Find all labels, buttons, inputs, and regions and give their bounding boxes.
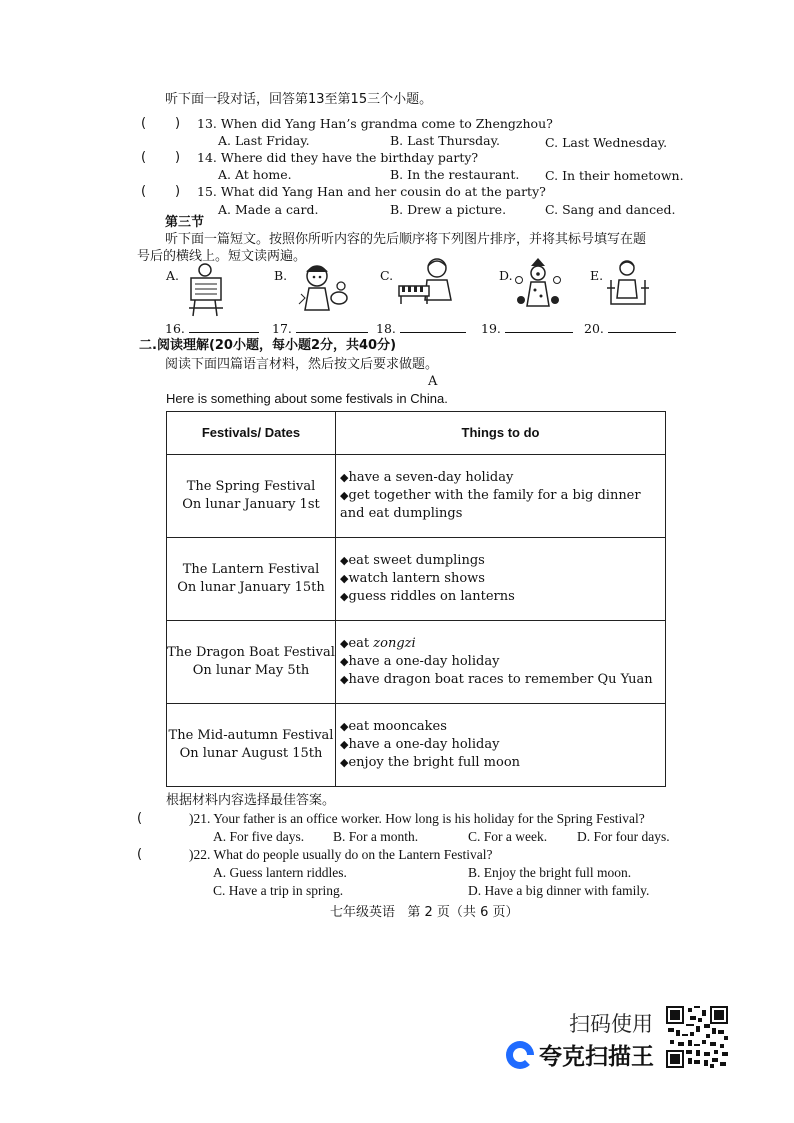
table-row bbox=[167, 538, 666, 621]
person-playing-piano-icon bbox=[397, 256, 459, 306]
select-instruction: 根据材料内容选择最佳答案。 bbox=[166, 793, 336, 808]
question-13: 13. When did Yang Han’s grandma come to Zhengzhou? bbox=[197, 116, 553, 131]
list-item: ◆eat zongzi bbox=[340, 636, 416, 651]
option: B. In the restaurant. bbox=[390, 167, 520, 182]
festival-name: The Lantern Festival bbox=[182, 562, 320, 577]
question-21: )21. Your father is an office worker. How long is his holiday for the Spring Festival? bbox=[189, 811, 645, 826]
question-22: )22. What do people usually do on the Lantern Festival? bbox=[189, 847, 493, 862]
festival-name: The Spring Festival bbox=[186, 479, 316, 494]
table-header-row bbox=[167, 412, 666, 455]
activities-cell bbox=[336, 538, 666, 621]
option: C. In their hometown. bbox=[545, 168, 684, 183]
scan-text: 扫码使用 bbox=[569, 1012, 653, 1036]
festival-date: On lunar May 5th bbox=[192, 663, 310, 678]
picture-label-d: D. bbox=[499, 268, 513, 283]
activities-cell bbox=[336, 621, 666, 704]
question-15: 15. What did Yang Han and her cousin do at the party? bbox=[197, 184, 546, 199]
festival-name: The Mid-autumn Festival bbox=[168, 728, 334, 743]
answer-bracket[interactable]: ( ) bbox=[141, 150, 181, 165]
festival-date: On lunar January 1st bbox=[182, 497, 320, 512]
list-item: ◆guess riddles on lanterns bbox=[340, 589, 515, 604]
option: C. Sang and danced. bbox=[545, 202, 676, 217]
section-title: 第三节 bbox=[165, 215, 205, 230]
list-item: ◆enjoy the bright full moon bbox=[340, 755, 521, 770]
reading-heading: 二.阅读理解(20小题，每小题2分，共40分) bbox=[139, 338, 397, 353]
clown-juggling-icon bbox=[513, 258, 563, 310]
option: A. Made a card. bbox=[218, 202, 319, 217]
table-row bbox=[167, 621, 666, 704]
page-number: 七年级英语 第 2 页（共 6 页） bbox=[330, 905, 519, 920]
option: C. For a week. bbox=[468, 829, 548, 844]
list-item: ◆eat sweet dumplings bbox=[340, 553, 485, 568]
passage-intro: Here is something about some festivals in China. bbox=[166, 391, 448, 406]
activities-cell bbox=[336, 455, 666, 538]
answer-bracket[interactable]: ( bbox=[137, 811, 143, 826]
festival-date: On lunar August 15th bbox=[179, 746, 323, 761]
reading-instruction: 阅读下面四篇语言材料，然后按文后要求做题。 bbox=[165, 357, 439, 372]
festival-cell bbox=[167, 455, 336, 538]
listening-instruction: 听下面一段对话，回答第13至第15三个小题。 bbox=[165, 92, 433, 107]
question-14: 14. Where did they have the birthday party? bbox=[197, 150, 479, 165]
picture-label-c: C. bbox=[380, 268, 394, 283]
answer-bracket[interactable]: ( bbox=[137, 847, 143, 862]
answer-blank-20[interactable]: 20. bbox=[584, 320, 676, 337]
option: B. Last Thursday. bbox=[390, 133, 500, 148]
child-with-animals-icon bbox=[297, 260, 351, 314]
person-reading-newspaper-icon bbox=[183, 262, 229, 318]
option: B. Enjoy the bright full moon. bbox=[468, 865, 632, 880]
section3-instruction-line1: 听下面一篇短文。按照你所听内容的先后顺序将下列图片排序，并将其标号填写在题 bbox=[165, 232, 647, 247]
table-header: Festivals/ Dates bbox=[167, 412, 336, 455]
festival-table bbox=[166, 411, 666, 787]
answer-bracket[interactable]: ( ) bbox=[141, 184, 181, 199]
section3-instruction-line2: 号后的横线上。短文读两遍。 bbox=[137, 249, 307, 264]
option: A. At home. bbox=[218, 167, 292, 182]
quark-logo-icon bbox=[505, 1040, 535, 1070]
person-in-armchair-icon bbox=[605, 258, 651, 306]
answer-blank-18[interactable]: 18. bbox=[376, 320, 466, 337]
qr-code-icon[interactable] bbox=[666, 1006, 728, 1068]
list-item: ◆have dragon boat races to remember Qu Yuan bbox=[340, 672, 653, 687]
festival-name: The Dragon Boat Festival bbox=[167, 645, 335, 660]
answer-bracket[interactable]: ( ) bbox=[141, 116, 181, 131]
table-header: Things to do bbox=[336, 412, 666, 455]
table-row bbox=[167, 704, 666, 787]
brand-logo bbox=[505, 1040, 535, 1070]
list-item: ◆watch lantern shows bbox=[340, 571, 485, 586]
option: A. Guess lantern riddles. bbox=[213, 865, 347, 880]
option: C. Last Wednesday. bbox=[545, 135, 668, 150]
option: D. Have a big dinner with family. bbox=[468, 883, 650, 898]
answer-blank-16[interactable]: 16. bbox=[165, 320, 259, 337]
picture-label-a: A. bbox=[166, 268, 180, 283]
list-item: ◆have a one-day holiday bbox=[340, 737, 500, 752]
table-row bbox=[167, 455, 666, 538]
answer-blank-19[interactable]: 19. bbox=[481, 320, 573, 337]
option: A. Last Friday. bbox=[218, 133, 310, 148]
brand-name: 夸克扫描王 bbox=[539, 1044, 654, 1070]
list-item: ◆get together with the family for a big dinner and eat dumplings bbox=[340, 488, 641, 521]
option: B. Drew a picture. bbox=[390, 202, 507, 217]
list-item: ◆have a one-day holiday bbox=[340, 654, 500, 669]
option: A. For five days. bbox=[213, 829, 305, 844]
picture-label-b: B. bbox=[274, 268, 288, 283]
festival-cell bbox=[167, 538, 336, 621]
list-item: ◆have a seven-day holiday bbox=[340, 470, 514, 485]
festival-cell bbox=[167, 704, 336, 787]
passage-letter: A bbox=[428, 374, 438, 389]
answer-blank-17[interactable]: 17. bbox=[272, 320, 368, 337]
option: C. Have a trip in spring. bbox=[213, 883, 344, 898]
list-item: ◆eat mooncakes bbox=[340, 719, 447, 734]
festival-cell bbox=[167, 621, 336, 704]
option: B. For a month. bbox=[333, 829, 419, 844]
activities-cell bbox=[336, 704, 666, 787]
picture-label-e: E. bbox=[590, 268, 604, 283]
option: D. For four days. bbox=[577, 829, 670, 844]
festival-date: On lunar January 15th bbox=[177, 580, 325, 595]
